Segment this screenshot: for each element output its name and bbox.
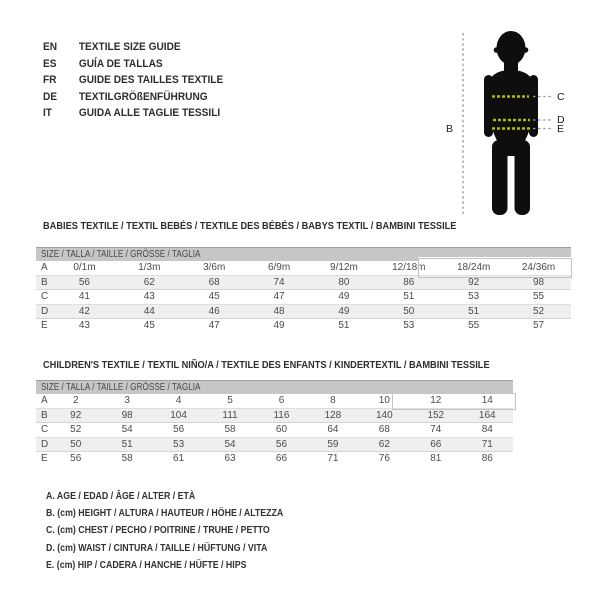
size-cell: 24/36m (521, 262, 556, 273)
size-cell: 76 (378, 453, 390, 465)
size-cell: 51 (338, 320, 350, 332)
size-cell: 18/24m (457, 262, 491, 273)
size-cell: 45 (208, 291, 220, 303)
table-row-chest (36, 423, 513, 438)
size-cell: 111 (204, 408, 255, 423)
guide-title-es: GUÍA DE TALLAS (78, 57, 163, 70)
size-cell: 51 (441, 304, 506, 319)
size-cell: 62 (117, 275, 182, 290)
legend-item-age (46, 488, 316, 505)
measurement-legend (46, 488, 316, 574)
height-measure-label: B (446, 123, 454, 135)
size-cell: 66 (410, 437, 461, 452)
size-cell: 86 (376, 275, 441, 290)
language-item (43, 39, 223, 56)
size-cell: 12 (430, 395, 442, 406)
size-cell: 81 (430, 453, 442, 465)
size-cell: 52 (70, 424, 82, 436)
guide-title-en: TEXTILE SIZE GUIDE (78, 41, 181, 53)
legend-text: C. (cm) CHEST / PECHO / POITRINE / TRUHE / PETTO (46, 525, 270, 537)
size-cell: 43 (78, 320, 90, 332)
size-cell: 61 (173, 453, 185, 465)
guide-title-de: TEXTILGRÖßENFÜHRUNG (78, 90, 208, 103)
size-cell: 52 (506, 304, 571, 319)
row-label: C (41, 424, 49, 436)
table-row-hip (36, 452, 513, 466)
size-cell: 86 (481, 453, 493, 465)
size-cell: 68 (182, 275, 247, 290)
language-item (43, 72, 223, 89)
size-cell: 50 (50, 437, 101, 452)
size-cell: 56 (173, 424, 185, 436)
language-item (43, 105, 223, 122)
size-cell: 4 (175, 395, 182, 406)
size-cell: 53 (153, 437, 204, 452)
size-cell: 55 (533, 291, 545, 303)
size-cell: 58 (121, 453, 133, 465)
legend-item-chest (46, 522, 316, 539)
size-cell: 47 (273, 291, 285, 303)
size-cell: 152 (410, 408, 461, 423)
row-label: C (41, 291, 49, 303)
size-cell: 45 (143, 320, 155, 332)
legend-text: A. AGE / EDAD / ÂGE / ALTER / ETÀ (46, 491, 196, 502)
row-label: D (36, 304, 52, 319)
language-code: ES (43, 57, 57, 70)
size-header-row (36, 381, 513, 395)
size-cell: 53 (468, 291, 480, 303)
size-cell: 3 (124, 395, 130, 406)
guide-title-it: GUIDA ALLE TAGLIE TESSILI (78, 107, 221, 120)
size-cell: 49 (273, 320, 285, 332)
child-silhouette-figure (440, 22, 600, 224)
size-cell: 74 (247, 275, 312, 290)
size-cell: 49 (312, 304, 377, 319)
legend-text: B. (cm) HEIGHT / ALTURA / HAUTEUR / HÖHE / ALTEZZA (46, 508, 284, 520)
size-cell: 46 (182, 304, 247, 319)
size-cell: 10 (378, 395, 390, 406)
size-cell: 55 (468, 320, 480, 332)
size-header-text: SIZE / TALLA / TAILLE / GRÖSSE / TAGLIA (41, 382, 201, 393)
children-section-title-text: CHILDREN'S TEXTILE / TEXTIL NIÑO/A / TEXTILE DES ENFANTS / KINDERTEXTIL / BAMBINI TESSILE (43, 359, 490, 371)
size-cell: 47 (208, 320, 220, 332)
size-cell: 43 (143, 291, 155, 303)
size-cell: 84 (481, 424, 493, 436)
size-cell: 2 (72, 395, 79, 406)
size-cell: 41 (78, 291, 90, 303)
legend-item-hip (46, 557, 316, 574)
size-cell: 5 (227, 395, 233, 406)
size-cell: 6/9m (267, 262, 291, 273)
babies-section-title-text: BABIES TEXTILE / TEXTIL BEBÉS / TEXTILE DES BÉBÉS / BABYS TEXTIL / BAMBINI TESSILE (43, 220, 457, 232)
size-cell: 64 (327, 424, 339, 436)
babies-highlight-box (418, 258, 572, 278)
size-cell: 98 (101, 408, 152, 423)
size-cell: 56 (256, 437, 307, 452)
size-cell: 128 (307, 408, 358, 423)
size-cell: 1/3m (138, 262, 161, 273)
guide-title-fr: GUIDE DES TAILLES TEXTILE (78, 74, 224, 87)
size-cell: 98 (506, 275, 571, 290)
size-cell: 66 (275, 453, 288, 465)
language-item (43, 89, 223, 106)
row-label: A (41, 262, 48, 273)
legend-text: D. (cm) WAIST / CINTURA / TAILLE / HÜFTUNG / VITA (46, 542, 268, 554)
language-code: FR (43, 74, 57, 87)
size-cell: 53 (403, 320, 415, 332)
size-header-text: SIZE / TALLA / TAILLE / GRÖSSE / TAGLIA (41, 249, 201, 260)
language-code: DE (43, 90, 58, 103)
size-cell: 63 (224, 453, 236, 465)
size-cell: 71 (327, 453, 339, 465)
size-cell: 14 (481, 395, 493, 406)
language-code: IT (43, 107, 52, 120)
measurement-figure (440, 22, 600, 224)
size-cell: 48 (247, 304, 312, 319)
hip-measure-label: E (557, 122, 565, 135)
size-cell: 51 (101, 437, 152, 452)
row-label: A (41, 395, 48, 406)
size-cell: 92 (50, 408, 101, 423)
row-label: E (41, 453, 48, 465)
size-cell: 8 (330, 395, 336, 406)
size-cell: 49 (338, 291, 350, 303)
row-label: B (36, 275, 52, 290)
children-highlight-box (392, 393, 516, 410)
language-code: EN (43, 41, 58, 53)
size-cell: 74 (430, 424, 442, 436)
row-label: E (41, 320, 48, 332)
size-cell: 80 (312, 275, 377, 290)
table-row-chest (36, 290, 571, 305)
chest-measure-label: C (557, 90, 565, 103)
size-cell: 56 (70, 453, 82, 465)
size-cell: 60 (275, 424, 288, 436)
size-cell: 62 (359, 437, 410, 452)
size-cell: 164 (462, 408, 514, 423)
size-cell: 3/6m (203, 262, 226, 273)
row-label: D (36, 437, 50, 452)
size-cell: 51 (403, 291, 415, 303)
size-cell: 58 (224, 424, 236, 436)
table-row-waist (36, 304, 571, 319)
size-cell: 9/12m (330, 262, 358, 273)
size-cell: 12/18m (392, 262, 426, 273)
size-cell: 68 (378, 424, 390, 436)
children-section-title (43, 359, 551, 371)
language-title-list (43, 39, 239, 122)
legend-item-waist (46, 540, 316, 557)
legend-text: E. (cm) HIP / CADERA / HANCHE / HÜFTE / HIPS (46, 559, 247, 571)
size-cell: 59 (307, 437, 358, 452)
language-item (43, 56, 223, 73)
size-cell: 42 (52, 304, 117, 319)
size-cell: 116 (256, 408, 307, 423)
size-cell: 104 (153, 408, 204, 423)
size-cell: 140 (359, 408, 410, 423)
size-cell: 50 (376, 304, 441, 319)
size-cell: 57 (533, 320, 545, 332)
size-cell: 56 (52, 275, 117, 290)
table-row-height (36, 408, 513, 423)
table-row-waist (36, 437, 513, 452)
size-cell: 54 (121, 424, 133, 436)
table-row-hip (36, 319, 571, 333)
child-silhouette (484, 31, 538, 215)
size-cell: 92 (441, 275, 506, 290)
size-header-cell (36, 381, 513, 395)
size-cell: 0/1m (73, 262, 96, 273)
waist-measure-label: D (557, 114, 565, 126)
size-cell: 54 (204, 437, 255, 452)
size-cell: 6 (278, 395, 285, 406)
size-cell: 71 (462, 437, 514, 452)
size-cell: 44 (117, 304, 182, 319)
babies-section-title (43, 220, 513, 232)
row-label: B (36, 408, 50, 423)
legend-item-height (46, 505, 316, 522)
